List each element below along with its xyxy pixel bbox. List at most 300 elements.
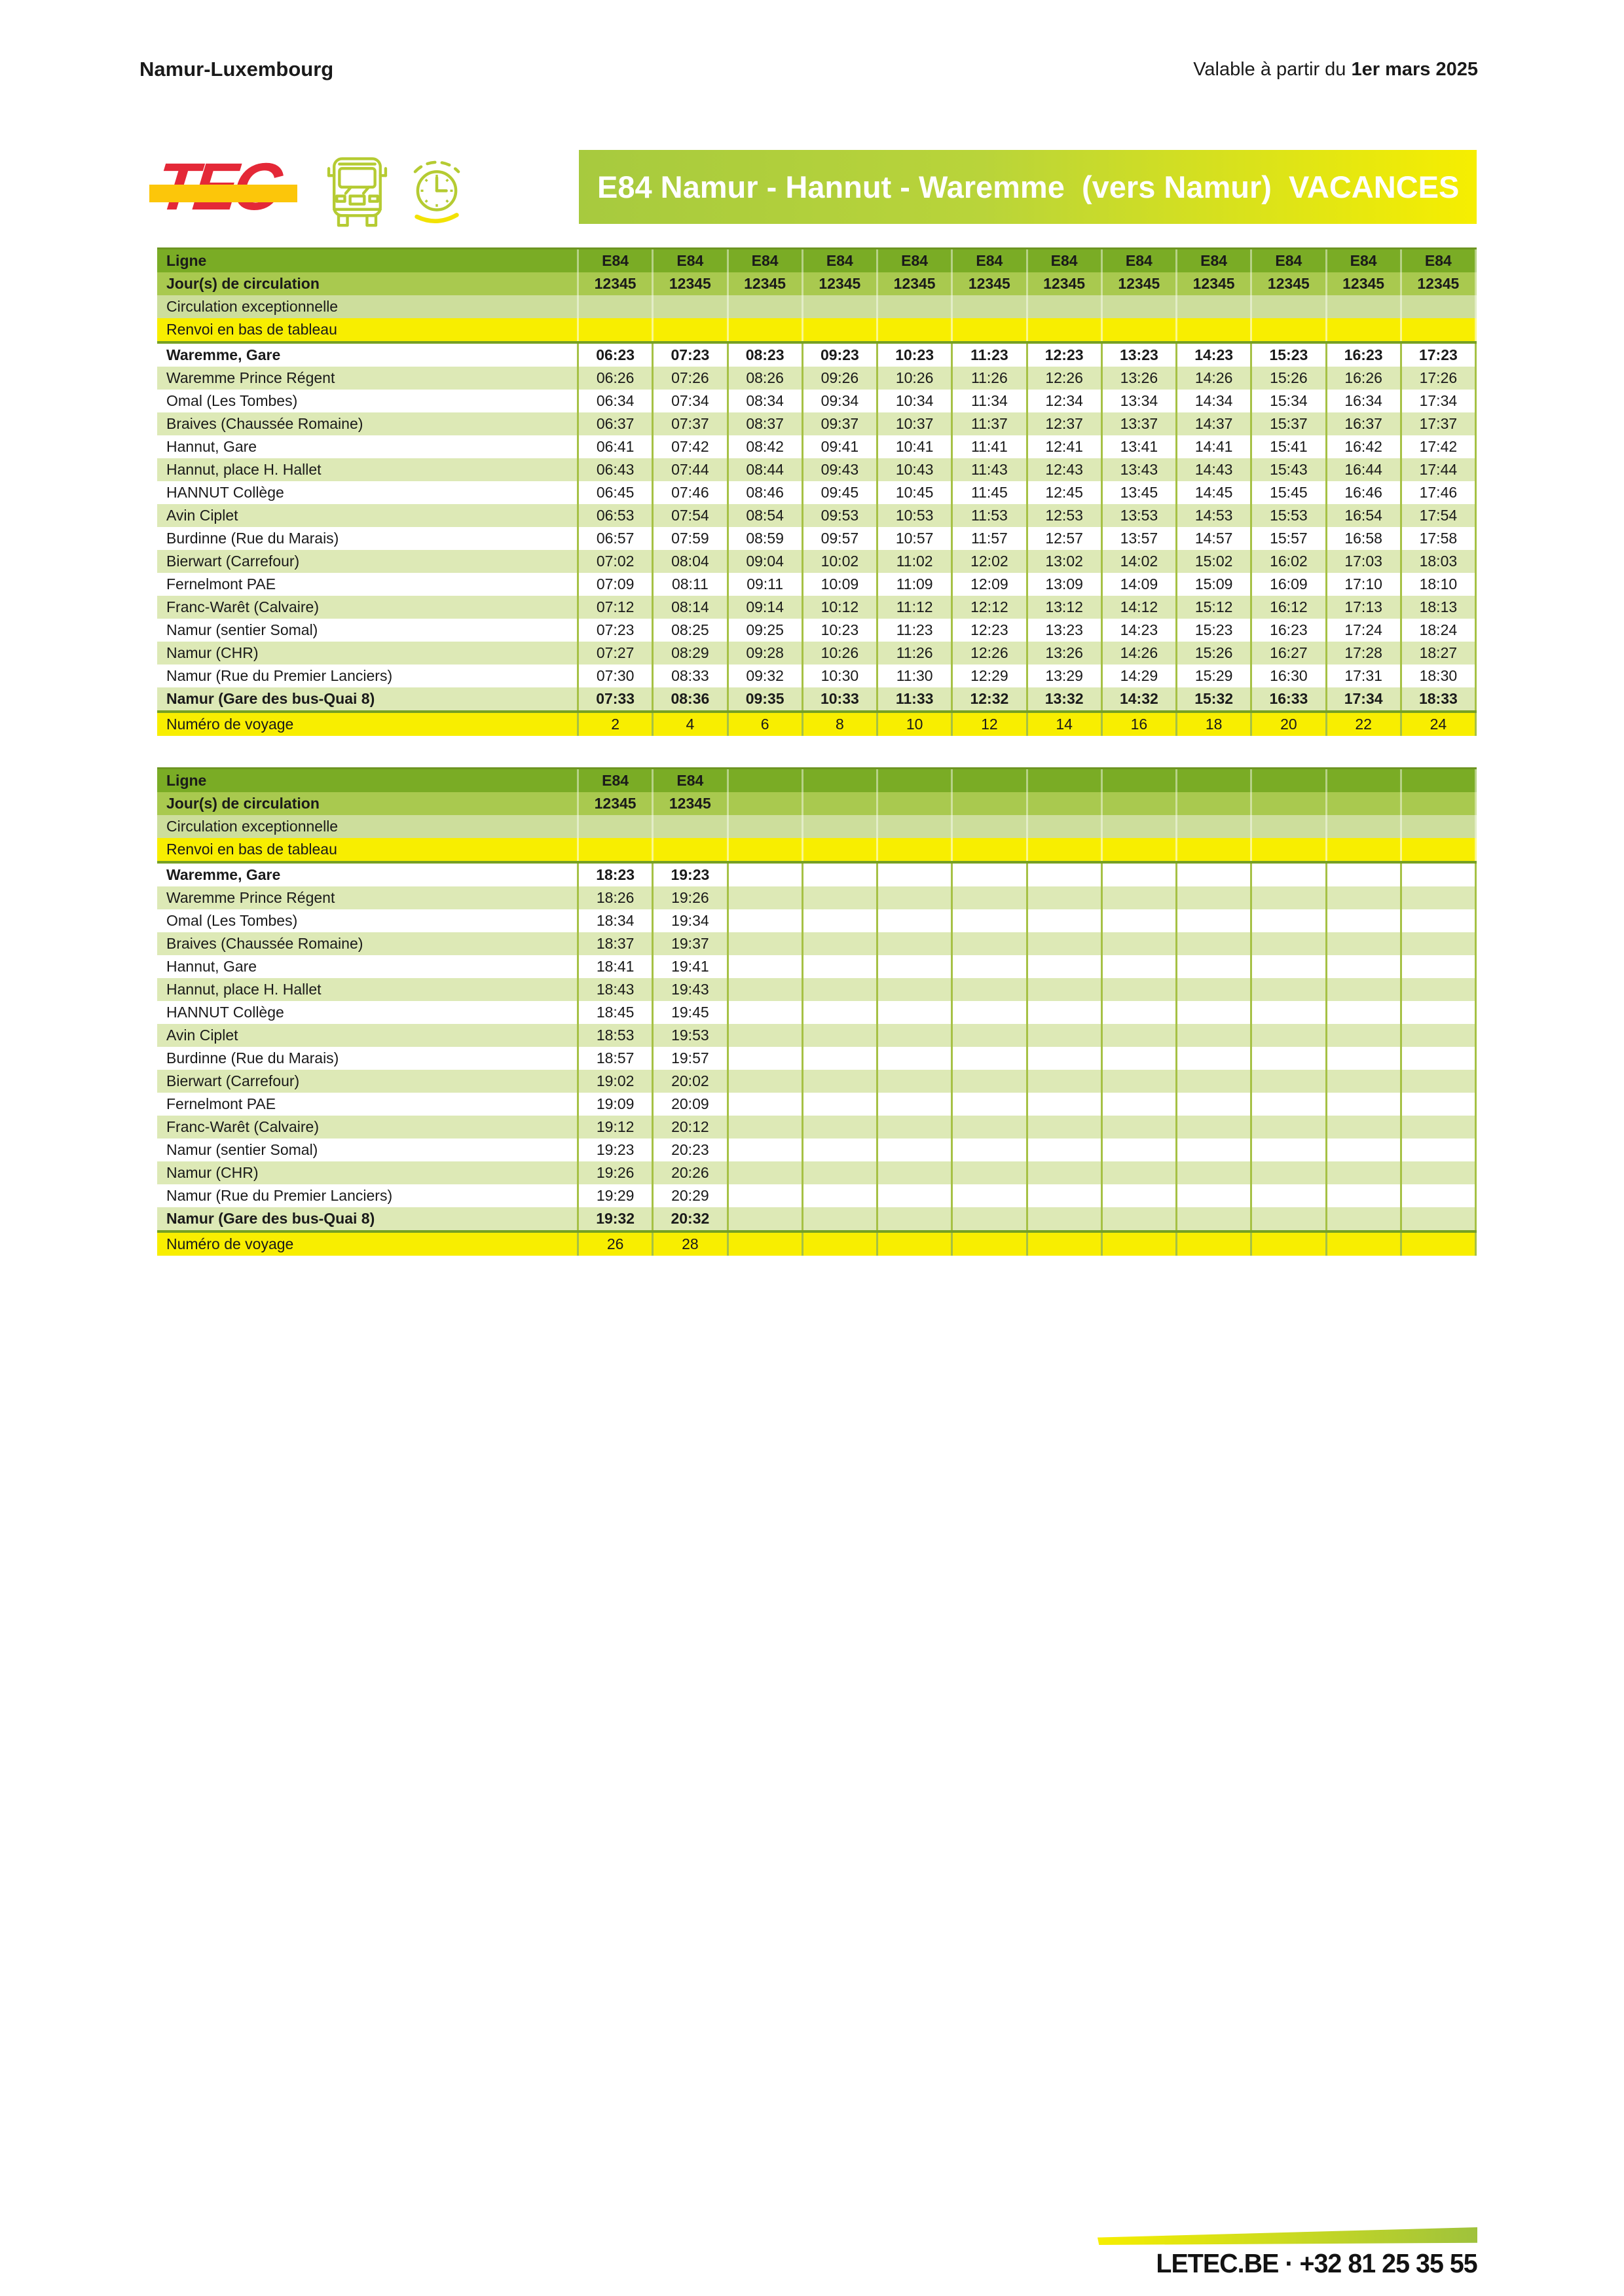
time-cell [1252,932,1327,955]
time-cell [1028,864,1103,886]
row-label: Fernelmont PAE [157,573,579,596]
time-cell: 07:46 [654,481,728,504]
row-stop [157,909,1477,932]
time-cell [1103,1139,1177,1161]
time-cell: 06:53 [579,504,654,527]
time-cell [1028,886,1103,909]
time-cell [1327,864,1402,886]
time-cell: 17:34 [1402,390,1477,412]
time-cell [1177,955,1252,978]
row-stop [157,458,1477,481]
time-cell [579,295,654,318]
row-stop [157,1047,1477,1070]
time-cell: 09:32 [729,665,803,687]
time-cell [1327,955,1402,978]
time-cell: 20:29 [654,1184,728,1207]
time-cell [803,1116,878,1139]
time-cell: 24 [1402,713,1477,736]
time-cell: 06:45 [579,481,654,504]
time-cell [1103,1184,1177,1207]
row-label: Namur (sentier Somal) [157,619,579,642]
row-stop [157,955,1477,978]
time-cell [1177,792,1252,815]
time-cell: 12:45 [1028,481,1103,504]
time-cell [1177,1233,1252,1256]
row-label: Avin Ciplet [157,504,579,527]
row-stop [157,665,1477,687]
time-cell: 20:26 [654,1161,728,1184]
time-cell [1252,886,1327,909]
time-cell [1402,1093,1477,1116]
row-label: Namur (CHR) [157,642,579,665]
time-cell [1028,815,1103,838]
time-cell: 16:26 [1327,367,1402,390]
time-cell: 15:34 [1252,390,1327,412]
time-cell: 16:58 [1327,527,1402,550]
time-cell [654,838,728,861]
time-cell [1402,838,1477,861]
time-cell: 11:37 [953,412,1027,435]
time-cell: 10:37 [878,412,953,435]
time-cell [654,318,728,341]
row-stop [157,1093,1477,1116]
time-cell: 11:43 [953,458,1027,481]
time-cell [729,864,803,886]
time-cell [1028,1207,1103,1230]
time-cell [803,1184,878,1207]
time-cell: 18 [1177,713,1252,736]
time-cell [1252,1207,1327,1230]
time-cell: 18:26 [579,886,654,909]
time-cell [878,932,953,955]
time-cell: E84 [654,249,728,272]
time-cell [1103,1093,1177,1116]
time-cell: 14:57 [1177,527,1252,550]
time-cell: 16:23 [1327,344,1402,367]
time-cell: 06:34 [579,390,654,412]
time-cell: 10:26 [803,642,878,665]
clock-icon [410,156,464,232]
time-cell: 6 [729,713,803,736]
time-cell: 16:44 [1327,458,1402,481]
time-cell [1252,909,1327,932]
time-cell [953,1024,1027,1047]
time-cell [1327,1184,1402,1207]
time-cell [1252,978,1327,1001]
time-cell [1402,1070,1477,1093]
time-cell [953,792,1027,815]
time-cell [1177,1024,1252,1047]
time-cell: 07:30 [579,665,654,687]
time-cell: 08:23 [729,344,803,367]
time-cell: 11:09 [878,573,953,596]
time-cell [1028,909,1103,932]
time-cell: 12345 [953,272,1027,295]
time-cell: 16:27 [1252,642,1327,665]
time-cell [953,1161,1027,1184]
time-cell: 17:54 [1402,504,1477,527]
time-cell [1103,1070,1177,1093]
time-cell: 19:57 [654,1047,728,1070]
row-label: Namur (sentier Somal) [157,1139,579,1161]
time-cell [729,1116,803,1139]
time-cell: 14:34 [1177,390,1252,412]
time-cell [1402,1139,1477,1161]
time-cell: 16:23 [1252,619,1327,642]
time-cell [1028,932,1103,955]
row-label: Namur (Rue du Premier Lanciers) [157,665,579,687]
validity-date: 1er mars 2025 [1351,59,1478,80]
time-cell: 16:09 [1252,573,1327,596]
time-cell: 17:23 [1402,344,1477,367]
time-cell: 16:02 [1252,550,1327,573]
time-cell [953,909,1027,932]
time-cell: 14:32 [1103,687,1177,710]
row-label: Renvoi en bas de tableau [157,838,579,861]
time-cell [1252,318,1327,341]
time-cell [729,1024,803,1047]
time-cell: E84 [878,249,953,272]
time-cell: 11:33 [878,687,953,710]
time-cell: 16:34 [1327,390,1402,412]
time-cell: 18:13 [1402,596,1477,619]
time-cell: 06:23 [579,344,654,367]
row-ligne [157,769,1477,792]
time-cell [1402,886,1477,909]
time-cell: 15:43 [1252,458,1327,481]
time-cell [803,909,878,932]
time-cell: 13:12 [1028,596,1103,619]
time-cell: 15:26 [1177,642,1252,665]
row-label: Hannut, place H. Hallet [157,458,579,481]
time-cell [803,1001,878,1024]
row-label: Franc-Warêt (Calvaire) [157,1116,579,1139]
time-cell: 08:14 [654,596,728,619]
row-stop [157,619,1477,642]
time-cell [1327,295,1402,318]
time-cell: 11:41 [953,435,1027,458]
row-label: Waremme, Gare [157,344,579,367]
time-cell: 19:41 [654,955,728,978]
time-cell [878,1161,953,1184]
time-cell [729,932,803,955]
time-cell [953,932,1027,955]
validity-prefix: Valable à partir du [1193,59,1352,80]
time-cell [729,978,803,1001]
time-cell: 13:29 [1028,665,1103,687]
time-cell: 10:23 [803,619,878,642]
time-cell [1177,886,1252,909]
time-cell: 13:23 [1028,619,1103,642]
time-cell [803,1233,878,1256]
time-cell: E84 [579,769,654,792]
time-cell [1252,1139,1327,1161]
time-cell [953,295,1027,318]
time-cell [1327,978,1402,1001]
row-label: HANNUT Collège [157,481,579,504]
time-cell [1103,864,1177,886]
time-cell [1028,978,1103,1001]
time-cell [1177,815,1252,838]
time-cell: 17:37 [1402,412,1477,435]
time-cell: 18:34 [579,909,654,932]
time-cell [878,955,953,978]
time-cell: 13:45 [1103,481,1177,504]
time-cell [1327,792,1402,815]
time-cell [803,886,878,909]
time-cell: 14:53 [1177,504,1252,527]
time-cell: 15:12 [1177,596,1252,619]
time-cell [1402,1161,1477,1184]
time-cell: 19:12 [579,1116,654,1139]
time-cell: 12345 [803,272,878,295]
time-cell [654,295,728,318]
row-label: Bierwart (Carrefour) [157,550,579,573]
time-cell: 08:44 [729,458,803,481]
time-cell [1402,815,1477,838]
time-cell: 12:43 [1028,458,1103,481]
time-cell: 16:42 [1327,435,1402,458]
time-cell [1402,864,1477,886]
time-cell [1028,1139,1103,1161]
time-cell [1103,955,1177,978]
time-cell: 07:09 [579,573,654,596]
time-cell: 12345 [729,272,803,295]
row-label: Waremme, Gare [157,864,579,886]
time-cell [953,955,1027,978]
time-cell: 08:37 [729,412,803,435]
time-cell: 06:37 [579,412,654,435]
row-stop [157,481,1477,504]
time-cell: 13:09 [1028,573,1103,596]
time-cell [953,1116,1027,1139]
time-cell [953,978,1027,1001]
time-cell: 11:34 [953,390,1027,412]
time-cell: 12345 [579,272,654,295]
time-cell: 15:02 [1177,550,1252,573]
row-stop [157,367,1477,390]
time-cell: E84 [729,249,803,272]
time-cell [1402,1024,1477,1047]
time-cell [1402,1001,1477,1024]
row-renvoi [157,318,1477,341]
row-label: Ligne [157,769,579,792]
time-cell: E84 [1177,249,1252,272]
row-stop [157,435,1477,458]
time-cell: 07:27 [579,642,654,665]
time-cell [953,1233,1027,1256]
time-cell [1103,886,1177,909]
time-cell [1103,978,1177,1001]
timetable-evening [157,767,1477,1256]
time-cell: 16 [1103,713,1177,736]
row-stop [157,978,1477,1001]
time-cell [953,1184,1027,1207]
time-cell [1177,318,1252,341]
time-cell: 13:02 [1028,550,1103,573]
row-label: Braives (Chaussée Romaine) [157,932,579,955]
time-cell [729,815,803,838]
time-cell [803,1093,878,1116]
time-cell [1103,792,1177,815]
time-cell: 17:10 [1327,573,1402,596]
time-cell: 09:37 [803,412,878,435]
time-cell: 12:53 [1028,504,1103,527]
row-label: Burdinne (Rue du Marais) [157,1047,579,1070]
time-cell [1402,295,1477,318]
timetable-morning [157,247,1477,736]
time-cell: 12345 [654,792,728,815]
time-cell: 09:41 [803,435,878,458]
time-cell: 11:23 [953,344,1027,367]
time-cell: 19:23 [654,864,728,886]
time-cell [1252,792,1327,815]
time-cell: 07:12 [579,596,654,619]
time-cell: 10:09 [803,573,878,596]
time-cell [803,1047,878,1070]
time-cell: 10:45 [878,481,953,504]
time-cell: 14:37 [1177,412,1252,435]
time-cell: 06:57 [579,527,654,550]
time-cell [729,1047,803,1070]
time-cell: 18:53 [579,1024,654,1047]
time-cell: 19:37 [654,932,728,955]
row-stop [157,642,1477,665]
time-cell [803,838,878,861]
time-cell [1252,955,1327,978]
time-cell [1028,1070,1103,1093]
time-cell [803,792,878,815]
time-cell [1327,1139,1402,1161]
time-cell: 14:23 [1103,619,1177,642]
time-cell: 13:26 [1028,642,1103,665]
time-cell [1177,978,1252,1001]
time-cell: 13:41 [1103,435,1177,458]
time-cell: 12:23 [1028,344,1103,367]
time-cell: 09:25 [729,619,803,642]
time-cell: 12:29 [953,665,1027,687]
time-cell [729,1001,803,1024]
time-cell [1252,838,1327,861]
time-cell: 09:53 [803,504,878,527]
time-cell: 12345 [1252,272,1327,295]
footer-contact: LETEC.BE · +32 81 25 35 55 [1156,2248,1477,2278]
row-stop [157,341,1477,367]
row-label: Bierwart (Carrefour) [157,1070,579,1093]
time-cell: 19:26 [654,886,728,909]
time-cell: 2 [579,713,654,736]
time-cell [803,932,878,955]
time-cell: 10:33 [803,687,878,710]
route-header: Namur-Luxembourg [139,58,334,81]
row-label: Hannut, Gare [157,955,579,978]
time-cell: 10 [878,713,953,736]
row-label: Hannut, Gare [157,435,579,458]
time-cell [1177,1093,1252,1116]
time-cell: 06:41 [579,435,654,458]
time-cell: 11:53 [953,504,1027,527]
time-cell: 15:32 [1177,687,1252,710]
time-cell [1103,769,1177,792]
row-stop [157,886,1477,909]
time-cell: 18:30 [1402,665,1477,687]
time-cell [1327,815,1402,838]
time-cell: 08:33 [654,665,728,687]
time-cell [1327,318,1402,341]
time-cell [878,1184,953,1207]
time-cell: 07:54 [654,504,728,527]
row-label: Renvoi en bas de tableau [157,318,579,341]
time-cell: 14:43 [1177,458,1252,481]
row-label: Burdinne (Rue du Marais) [157,527,579,550]
time-cell: 07:59 [654,527,728,550]
time-cell: 17:44 [1402,458,1477,481]
time-cell: 11:45 [953,481,1027,504]
time-cell: 12345 [1402,272,1477,295]
time-cell [1028,1233,1103,1256]
time-cell [1402,769,1477,792]
time-cell: 09:57 [803,527,878,550]
time-cell [1252,1161,1327,1184]
time-cell: 12345 [1327,272,1402,295]
time-cell [953,1070,1027,1093]
time-cell: 09:11 [729,573,803,596]
row-label: Ligne [157,249,579,272]
time-cell: 10:57 [878,527,953,550]
time-cell: 07:44 [654,458,728,481]
time-cell [729,1093,803,1116]
time-cell: 10:30 [803,665,878,687]
time-cell: 16:54 [1327,504,1402,527]
time-cell: 12:12 [953,596,1027,619]
time-cell: 12345 [654,272,728,295]
time-cell: E84 [654,769,728,792]
page-title: E84 Namur - Hannut - Waremme (vers Namur) VACANCES [579,150,1477,224]
time-cell: 13:37 [1103,412,1177,435]
time-cell: 08:59 [729,527,803,550]
time-cell [803,318,878,341]
row-stop [157,1139,1477,1161]
time-cell [1327,1047,1402,1070]
time-cell [1103,815,1177,838]
row-stop [157,687,1477,710]
time-cell: 20:09 [654,1093,728,1116]
time-cell [1028,838,1103,861]
time-cell: 20:23 [654,1139,728,1161]
time-cell [1327,932,1402,955]
time-cell: 07:23 [579,619,654,642]
time-cell: 12345 [1177,272,1252,295]
time-cell: 17:42 [1402,435,1477,458]
time-cell: 12:02 [953,550,1027,573]
time-cell: 07:42 [654,435,728,458]
row-label: Franc-Warêt (Calvaire) [157,596,579,619]
row-stop [157,527,1477,550]
time-cell: 15:53 [1252,504,1327,527]
time-cell: 09:35 [729,687,803,710]
time-cell: 12:26 [1028,367,1103,390]
row-jours [157,272,1477,295]
time-cell: 17:26 [1402,367,1477,390]
time-cell [803,1024,878,1047]
row-stop [157,1184,1477,1207]
row-jours [157,792,1477,815]
time-cell: 8 [803,713,878,736]
row-label: Namur (Gare des bus-Quai 8) [157,1207,579,1230]
row-stop [157,550,1477,573]
time-cell [1402,1207,1477,1230]
time-cell [729,955,803,978]
